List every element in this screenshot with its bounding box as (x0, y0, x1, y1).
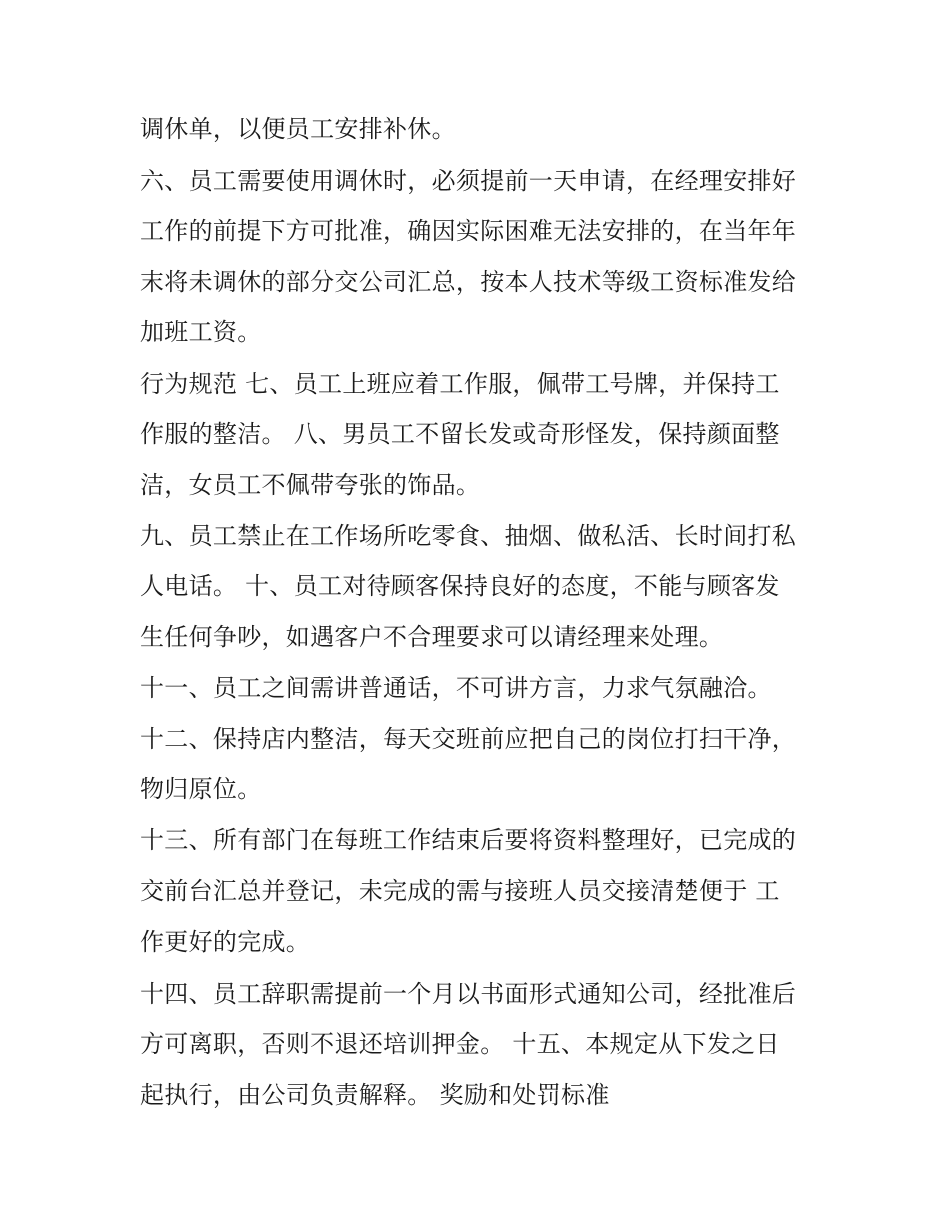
text-line: 洁，女员工不佩带夸张的饰品。 (140, 471, 481, 499)
text-line: 交前台汇总并登记，未完成的需与接班人员交接清楚便于 工 (140, 877, 780, 905)
text-line: 十四、员工辞职需提前一个月以书面形式通知公司，经批准后 (140, 980, 797, 1008)
text-line: 行为规范 七、员工上班应着工作服，佩带工号牌，并保持工 (140, 370, 780, 398)
text-line: 方可离职，否则不退还培训押金。 十五、本规定从下发之日 (140, 1030, 780, 1058)
text-line: 作更好的完成。 (140, 928, 311, 956)
text-line: 调休单，以便员工安排补休。 (140, 115, 456, 143)
text-line: 九、员工禁止在工作场所吃零食、抽烟、做私活、长时间打私 (140, 522, 797, 550)
text-line: 工作的前提下方可批准，确因实际困难无法安排的，在当年年 (140, 217, 797, 245)
text-line: 末将未调休的部分交公司汇总，按本人技术等级工资标准发给 (140, 268, 797, 296)
text-line: 六、员工需要使用调休时，必须提前一天申请，在经理安排好 (140, 167, 797, 195)
text-line: 人电话。 十、员工对待顾客保持良好的态度，不能与顾客发 (140, 572, 780, 600)
text-line: 十一、员工之间需讲普通话，不可讲方言，力求气氛融洽。 (140, 674, 772, 702)
text-line: 作服的整洁。 八、男员工不留长发或奇形怪发，保持颜面整 (140, 420, 780, 448)
text-line: 物归原位。 (140, 775, 262, 803)
text-line: 十三、所有部门在每班工作结束后要将资料整理好，已完成的 (140, 826, 797, 854)
text-line: 生任何争吵，如遇客户不合理要求可以请经理来处理。 (140, 623, 724, 651)
text-line: 加班工资。 (140, 318, 262, 346)
text-line: 十二、保持店内整洁，每天交班前应把自己的岗位打扫干净， (140, 725, 797, 753)
text-line: 起执行，由公司负责解释。 奖励和处罚标准 (140, 1081, 610, 1109)
